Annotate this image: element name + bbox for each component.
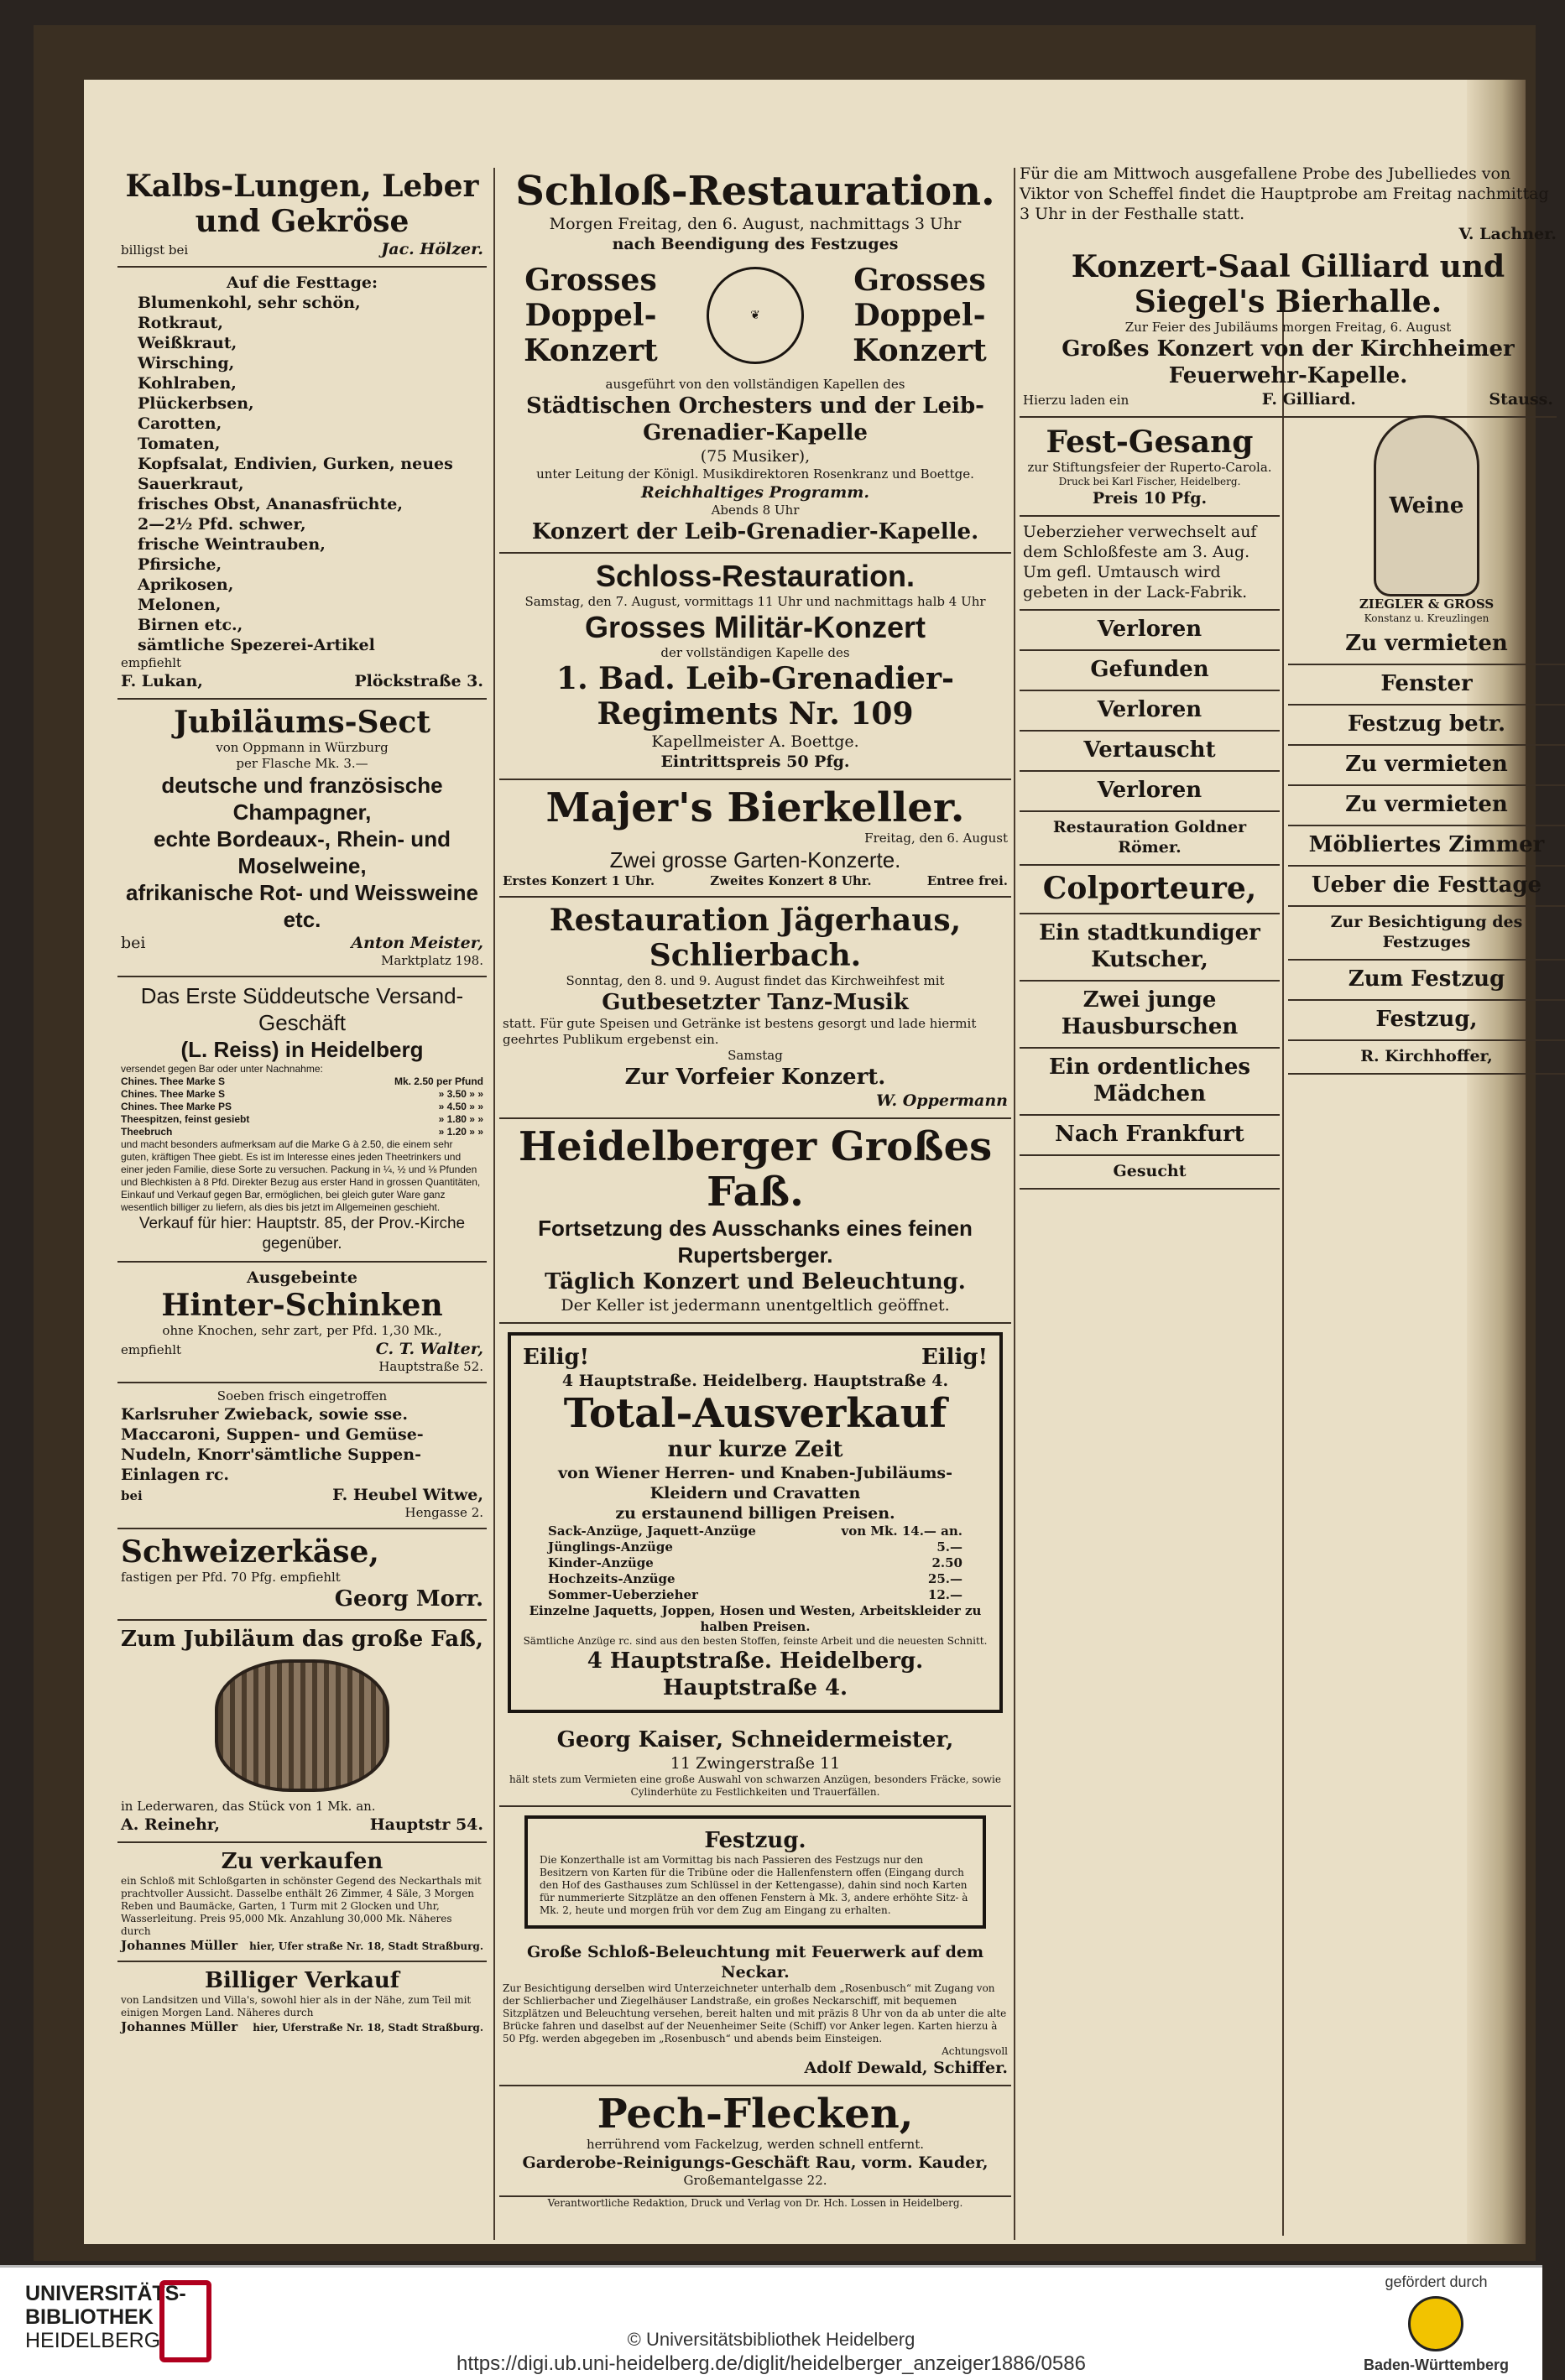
logo-text: UNIVERSITÄTS- bbox=[25, 2282, 186, 2305]
ad-name: Jac. Hölzer. bbox=[381, 240, 483, 258]
ad-title: Zu verkaufen bbox=[221, 1849, 383, 1874]
ad-title: Grosses Militär-Konzert bbox=[584, 610, 926, 644]
ad-name: C. T. Walter, bbox=[375, 1340, 483, 1358]
ad-text: Einzelne Jaquetts, Joppen, Hosen und Westen, Arbeitskleider zu halben Preisen. bbox=[529, 1603, 982, 1634]
ad-text: Soeben frisch eingetroffen bbox=[216, 1388, 388, 1404]
ad-text: Zur Besichtigung derselben wird Unterzeichneter unterhalb dem „Rosenbusch“ mit Zugang von der Schlierbacher und Ziegelhäuser Landstraße, ein großes Neckarschiff, mit bequemen Sitzplätzen und Beleuchtung versehen, bereit halten und mit präzis 8 Uhr von da ab unter die alte Brücke fahren und daselbst auf der Neuenheimer Seite (Schiff) vor Anker legen. Karten hierzu à 50 Pfg. werden abgegeben im „Rosenbusch“ und abends beim Einsteigen. bbox=[503, 1982, 1007, 2044]
column-2 bbox=[499, 164, 1011, 2210]
list-item: Carotten, bbox=[138, 414, 222, 433]
ad-text: versendet gegen Bar oder unter Nachnahme: bbox=[121, 1063, 323, 1075]
list-item: Weißkraut, bbox=[138, 334, 237, 352]
price-value: 2.50 bbox=[931, 1555, 962, 1570]
price-value: 5.— bbox=[936, 1539, 962, 1555]
ad-address: Hauptstr 54. bbox=[369, 1815, 483, 1834]
list-item: Plückerbsen, bbox=[138, 394, 254, 413]
ad-text: Täglich Konzert und Beleuchtung. bbox=[545, 1269, 966, 1294]
ad-zwieback bbox=[117, 1383, 487, 1529]
ad-festzug: Festzug, bbox=[1288, 1001, 1565, 1041]
price-value: » 4.50 » » bbox=[438, 1101, 483, 1112]
ad-schinken bbox=[117, 1263, 487, 1383]
ad-address: Plöckstraße 3. bbox=[354, 672, 483, 690]
ad-text: Garderobe-Reinigungs-Geschäft Rau, vorm. Kauder, bbox=[522, 2153, 989, 2172]
ad-text: nach Beendigung des Festzuges bbox=[612, 235, 899, 253]
ad-text: Zweites Konzert 8 Uhr. bbox=[710, 873, 872, 888]
ad-festgesang bbox=[1020, 419, 1280, 517]
ad-title: Auf die Festtage: bbox=[226, 273, 378, 292]
ad-billiger bbox=[117, 1962, 487, 2042]
ad-text: und macht besonders aufmerksam auf die Marke G à 2.50, die einem sehr guten, kräftigen Thee giebt. Es ist im Interesse eines jeden Theetrinkers und einer jeden Familie, diese Sorte zu versuchen. Packung in ¼, ½ und ⅛ Pfunden und Blechkisten à 8 Pfd. Direkter Bezug aus erster Hand in grossen Quantitäten, Einkauf und Verkauf gegen Bar, ermöglichen, bei gleich guter Ware ganz wesentlich billiger zu liefern, als dies bis jetzt im Allgemeinen geschieht. bbox=[121, 1138, 481, 1213]
price-item: Chines. Thee Marke S bbox=[121, 1075, 226, 1087]
ad-text: herrührend vom Fackelzug, werden schnell entfernt. bbox=[586, 2137, 925, 2152]
ad-text: Hierzu laden ein bbox=[1023, 393, 1129, 408]
ad-title: Das Erste Süddeutsche Versand-Geschäft bbox=[140, 983, 464, 1035]
ad-title: Restauration Jägerhaus, Schlierbach. bbox=[549, 903, 962, 973]
price-item: Jünglings-Anzüge bbox=[548, 1539, 673, 1555]
ad-text: hält stets zum Vermieten eine große Auswahl von schwarzen Anzügen, besonders Fräcke, sowie Cylinderhüte zu Festlichkeiten und Trauerfällen. bbox=[509, 1773, 1001, 1798]
ad-text: bei bbox=[121, 1488, 143, 1503]
ad-title: Majer's Bierkeller. bbox=[545, 784, 965, 831]
wine-bottle-illustration bbox=[1374, 415, 1479, 596]
price-item: Chines. Thee Marke PS bbox=[121, 1101, 232, 1112]
ad-zu-vermieten: Zu vermieten bbox=[1288, 625, 1565, 665]
ad-address: hier, Ufer straße Nr. 18, Stadt Straßburg. bbox=[249, 1940, 483, 1952]
ad-text: Zur Vorfeier Konzert. bbox=[624, 1065, 886, 1090]
ad-ueber-festtage: Ueber die Festtage bbox=[1288, 867, 1565, 907]
ad-schloss-restauration bbox=[499, 164, 1011, 554]
ad-text: Konzert der Leib-Grenadier-Kapelle. bbox=[531, 519, 979, 544]
sponsor-label: gefördert durch bbox=[1385, 2273, 1488, 2290]
ad-verkaufen bbox=[117, 1843, 487, 1962]
ad-title: Heidelberger Großes Faß. bbox=[518, 1123, 993, 1216]
ad-text: ein Schloß mit Schloßgarten in schönster Gegend des Neckarthals mit prachtvoller Aussicht. Dasselbe enthält 26 Zimmer, 4 Säle, 3 Morgen Reben und Baumäcke, Garten, 1 Turm mit 2 Glocken und Uhr, Wasserleitung. Preis 95,000 Mk. Anzahlung 30,000 Mk. Näheres durch bbox=[121, 1875, 482, 1937]
ad-text: statt. Für gute Speisen und Getränke ist bestens gesorgt und lade hiermit geehrtes Publikum ergebenst ein. bbox=[503, 1016, 977, 1047]
ad-price-list bbox=[523, 1523, 988, 1603]
price-value: Mk. 2.50 per Pfund bbox=[394, 1075, 483, 1087]
ad-title: Schloß-Restauration. bbox=[515, 168, 995, 215]
ad-text: nur kurze Zeit bbox=[667, 1437, 843, 1462]
ad-gefunden: Gefunden bbox=[1020, 651, 1280, 691]
ad-hausburschen: Zwei junge Hausburschen bbox=[1020, 982, 1280, 1049]
price-item: Theebruch bbox=[121, 1126, 173, 1138]
ad-title: Billiger Verkauf bbox=[205, 1968, 399, 1993]
notice-name: V. Lachner. bbox=[1458, 225, 1557, 243]
ad-name: Stauss. bbox=[1489, 390, 1553, 409]
logo-text: HEIDELBERG bbox=[25, 2329, 161, 2352]
ad-fenster: Fenster bbox=[1288, 665, 1565, 706]
ad-text: von Landsitzen und Villa's, sowohl hier als in der Nähe, zum Teil mit einigen Morgen Land. Näheres durch bbox=[121, 1994, 472, 2018]
ad-text: Preis 10 Pfg. bbox=[1092, 489, 1208, 508]
ad-ueberzieher: Ueberzieher verwechselt auf dem Schloßfeste am 3. Aug. Um gefl. Umtausch wird gebeten in der Lack-Fabrik. bbox=[1020, 517, 1280, 611]
price-row bbox=[548, 1523, 962, 1539]
permalink[interactable]: https://digi.ub.uni-heidelberg.de/diglit/heidelberger_anzeiger1886/0586 bbox=[456, 2352, 1086, 2375]
ad-festzug-betr: Festzug betr. bbox=[1288, 706, 1565, 746]
ad-verloren: Verloren bbox=[1020, 772, 1280, 812]
ad-text: bei bbox=[121, 934, 146, 952]
ad-text: ausgeführt von den vollständigen Kapellen des bbox=[605, 377, 905, 392]
ad-text: Druck bei Karl Fischer, Heidelberg. bbox=[1058, 476, 1241, 487]
list-item: Kopfsalat, Endivien, Gurken, neues Sauerkraut, bbox=[138, 455, 453, 493]
ad-festzug bbox=[524, 1815, 986, 1929]
price-value: von Mk. 14.— an. bbox=[841, 1523, 962, 1539]
ad-title: Jubiläums-Sect bbox=[174, 705, 430, 740]
ad-konzert-saal bbox=[1020, 244, 1557, 418]
ad-headline: Grosses Doppel- Konzert bbox=[524, 263, 658, 368]
ad-text: Eilig! bbox=[921, 1345, 988, 1370]
ad-text: Gutbesetzter Tanz-Musik bbox=[602, 990, 909, 1015]
ad-text: Samstag, den 7. August, vormittags 11 Uhr und nachmittags halb 4 Uhr bbox=[524, 594, 986, 609]
ad-besichtigung: Zur Besichtigung des Festzuges bbox=[1288, 907, 1565, 961]
ad-text: ohne Knochen, sehr zart, per Pfd. 1,30 Mk., bbox=[162, 1323, 442, 1338]
ad-fass bbox=[117, 1621, 487, 1843]
ad-name: F. Heubel Witwe, bbox=[332, 1486, 483, 1504]
sponsor-name: Baden-Württemberg bbox=[1363, 2357, 1509, 2373]
ad-verloren: Verloren bbox=[1020, 691, 1280, 732]
ad-kaiser bbox=[499, 1721, 1011, 1807]
price-item: Sack-Anzüge, Jaquett-Anzüge bbox=[548, 1523, 756, 1539]
ad-pech-flecken bbox=[499, 2086, 1011, 2197]
ad-text: Ausgebeinte bbox=[247, 1268, 357, 1287]
price-row bbox=[121, 1126, 483, 1138]
ad-headline: Grosses Doppel- Konzert bbox=[853, 263, 987, 368]
crest-icon: ❦ bbox=[707, 267, 804, 364]
ad-text: Zwei grosse Garten-Konzerte. bbox=[609, 847, 901, 872]
ad-title: Zum Jubiläum das große Faß, bbox=[121, 1627, 483, 1652]
ad-text: von Oppmann in Würzburg bbox=[216, 740, 389, 755]
ad-text: der vollständigen Kapelle des bbox=[660, 645, 850, 660]
price-row bbox=[121, 1088, 483, 1101]
list-item: Melonen, bbox=[138, 596, 222, 614]
ad-text: echte Bordeaux-, Rhein- und Moselweine, bbox=[154, 826, 451, 878]
ad-address: 4 Hauptstraße. Heidelberg. Hauptstraße 4. bbox=[587, 1648, 924, 1700]
ad-text: Samstag bbox=[728, 1048, 783, 1063]
column-3 bbox=[1020, 419, 1280, 1190]
list-item: Birnen etc., bbox=[138, 616, 243, 634]
wine-label: Weine bbox=[1389, 493, 1464, 518]
ad-list bbox=[121, 293, 483, 655]
ad-frankfurt: Nach Frankfurt bbox=[1020, 1116, 1280, 1156]
price-item: Chines. Thee Marke S bbox=[121, 1088, 226, 1100]
ad-zu-vermieten: Zu vermieten bbox=[1288, 746, 1565, 786]
list-item: frisches Obst, Ananasfrüchte, bbox=[138, 495, 403, 513]
price-value: » 3.50 » » bbox=[438, 1088, 483, 1100]
ad-colporteure: Colporteure, bbox=[1020, 866, 1280, 914]
list-item: Pfirsiche, bbox=[138, 555, 222, 574]
ad-maedchen: Ein ordentliches Mädchen bbox=[1020, 1049, 1280, 1116]
ad-text: Die Konzerthalle ist am Vormittag bis nach Passieren des Festzugs nur den Besitzern von Karten für die Tribüne oder die Hallenfenstern offen (Eingang durch den Hof des Gasthauses zum Schlüssel in der Kettengasse), dahin sind noch Karten für nummerierte Sitzplätze an den offenen Fenstern à Mk. 3, andere erhöhte Sitz- à Mk. 2, heute und morgen früh vor dem Zug am Eingang zu erhalten. bbox=[540, 1854, 968, 1916]
newspaper-page bbox=[84, 80, 1557, 2244]
ad-text: Erstes Konzert 1 Uhr. bbox=[503, 873, 655, 888]
ad-text: empfiehlt bbox=[121, 1342, 182, 1357]
price-item: Theespitzen, feinst gesiebt bbox=[121, 1113, 250, 1125]
column-4 bbox=[1288, 415, 1565, 1075]
ad-name: Johannes Müller bbox=[121, 1938, 238, 1953]
footer-bar bbox=[0, 2265, 1542, 2380]
price-row bbox=[548, 1555, 962, 1571]
ad-text: unter Leitung der Königl. Musikdirektoren Rosenkranz und Boettge. bbox=[536, 466, 974, 482]
ad-address: Marktplatz 198. bbox=[380, 953, 483, 968]
ad-text: Morgen Freitag, den 6. August, nachmittags 3 Uhr bbox=[549, 215, 962, 233]
ad-text: (75 Musiker), bbox=[700, 447, 811, 466]
list-item: 2—2½ Pfd. schwer, bbox=[138, 515, 306, 534]
price-row bbox=[121, 1101, 483, 1113]
price-item: Sommer-Ueberzieher bbox=[548, 1587, 698, 1602]
ad-title: Schweizerkäse, bbox=[121, 1534, 379, 1570]
price-row bbox=[121, 1113, 483, 1126]
list-item: Tomaten, bbox=[138, 435, 221, 453]
ad-address: 11 Zwingerstraße 11 bbox=[670, 1754, 841, 1773]
ad-title: Große Schloß-Beleuchtung mit Feuerwerk auf dem Neckar. bbox=[526, 1943, 984, 1982]
ad-text: Verkauf für hier: Hauptstr. 85, der Prov.-Kirche gegenüber. bbox=[138, 1215, 466, 1252]
ad-zu-vermieten: Zu vermieten bbox=[1288, 786, 1565, 826]
ad-text: Eintrittspreis 50 Pfg. bbox=[660, 753, 850, 771]
price-row bbox=[548, 1571, 962, 1587]
ad-title: Hinter-Schinken bbox=[161, 1288, 443, 1323]
ad-moebliertes-zimmer: Möbliertes Zimmer bbox=[1288, 826, 1565, 867]
ad-text: von Wiener Herren- und Knaben-Jubiläums-Kleidern und Cravatten bbox=[557, 1464, 953, 1502]
ad-text: Achtungsvoll bbox=[942, 2045, 1008, 2057]
ad-festtage bbox=[117, 268, 487, 700]
ad-text: 1. Bad. Leib-Grenadier-Regiments Nr. 109 bbox=[556, 661, 954, 732]
ad-name: W. Oppermann bbox=[876, 1091, 1008, 1110]
column-1 bbox=[117, 164, 487, 2042]
ad-jaegerhaus bbox=[499, 898, 1011, 1119]
ad-text: Abends 8 Uhr bbox=[711, 503, 800, 518]
ad-title: Kalbs-Lungen, Leber und Gekröse bbox=[125, 169, 479, 239]
ad-title: Fest-Gesang bbox=[1046, 424, 1254, 460]
imprint: Verantwortliche Redaktion, Druck und Verlag von Dr. Hch. Lossen in Heidelberg. bbox=[547, 2197, 963, 2209]
ad-name: A. Reinehr, bbox=[121, 1815, 221, 1834]
ad-sect bbox=[117, 700, 487, 977]
ad-text: in Lederwaren, das Stück von 1 Mk. an. bbox=[121, 1799, 376, 1814]
ad-text: empfiehlt bbox=[121, 655, 182, 670]
ad-text: Großes Konzert von der Kirchheimer Feuerwehr-Kapelle. bbox=[1062, 336, 1515, 388]
list-item: frische Weintrauben, bbox=[138, 535, 326, 554]
price-row bbox=[121, 1075, 483, 1088]
ad-text: Der Keller ist jedermann unentgeltlich geöffnet. bbox=[561, 1296, 950, 1315]
ad-title: Schloss-Restauration. bbox=[595, 559, 916, 593]
ad-title: Konzert-Saal Gilliard und Siegel's Bierhalle. bbox=[1071, 249, 1505, 320]
price-row bbox=[548, 1539, 962, 1555]
ad-name: Anton Meister, bbox=[351, 934, 483, 952]
ad-price-list bbox=[121, 1075, 483, 1138]
price-value: » 1.80 » » bbox=[438, 1113, 483, 1125]
ad-text: Kapellmeister A. Boettge. bbox=[651, 732, 859, 751]
ad-address: Hauptstraße 52. bbox=[378, 1359, 483, 1374]
ad-title: Total-Ausverkauf bbox=[563, 1390, 947, 1437]
copyright: © Universitätsbibliothek Heidelberg bbox=[627, 2329, 916, 2350]
ad-address: Hengasse 2. bbox=[404, 1505, 483, 1520]
column-rule bbox=[1014, 168, 1015, 2240]
ad-address: Konstanz u. Kreuzlingen bbox=[1364, 612, 1489, 624]
ad-subtitle: (L. Reiss) in Heidelberg bbox=[180, 1037, 424, 1062]
ad-name: Johannes Müller bbox=[121, 2019, 238, 2034]
ad-text: zur Stiftungsfeier der Ruperto-Carola. bbox=[1027, 460, 1272, 475]
ad-text: Fortsetzung des Ausschanks eines feinen Rupertsberger. bbox=[538, 1216, 973, 1268]
ad-name: ZIEGLER & GROSS bbox=[1359, 596, 1495, 612]
ad-text: afrikanische Rot- und Weissweine etc. bbox=[126, 880, 478, 932]
ad-address: Großemantelgasse 22. bbox=[683, 2173, 827, 2188]
price-item: Hochzeits-Anzüge bbox=[548, 1571, 676, 1586]
list-item: Blumenkohl, sehr schön, bbox=[138, 294, 361, 312]
notice-text: Für die am Mittwoch ausgefallene Probe des Jubelliedes von Viktor von Scheffel findet die Hauptprobe am Freitag nachmittag 3 Uhr in der Festhalle statt. bbox=[1020, 164, 1549, 223]
bw-logo[interactable] bbox=[1364, 2273, 1509, 2374]
column-3-header bbox=[1020, 164, 1557, 418]
ad-goldner-roemer: Restauration Goldner Römer. bbox=[1020, 812, 1280, 866]
price-item: Kinder-Anzüge bbox=[548, 1555, 654, 1570]
price-value: 12.— bbox=[927, 1587, 962, 1602]
ad-text: Reichhaltiges Programm. bbox=[641, 483, 869, 502]
ad-text: deutsche und französische Champagner, bbox=[161, 773, 443, 825]
ad-kalbs bbox=[117, 164, 487, 268]
ad-name: F. Lukan, bbox=[121, 672, 203, 690]
ad-text: Nudeln, Knorr'sämtliche Suppen- bbox=[121, 1445, 421, 1464]
ad-text: Einlagen rc. bbox=[121, 1466, 230, 1484]
list-item: sämtliche Spezerei-Artikel bbox=[138, 636, 375, 654]
logo-text: BIBLIOTHEK bbox=[25, 2305, 154, 2329]
ad-title: Georg Kaiser, Schneidermeister, bbox=[556, 1727, 954, 1752]
ad-kirchhoffer: R. Kirchhoffer, bbox=[1288, 1041, 1565, 1075]
ad-kutscher: Ein stadtkundiger Kutscher, bbox=[1020, 914, 1280, 982]
ad-total-ausverkauf bbox=[508, 1332, 1003, 1713]
ad-text: Zur Feier des Jubiläums morgen Freitag, 6. August bbox=[1124, 320, 1452, 335]
ad-schweizer bbox=[117, 1529, 487, 1621]
ad-grosses-fass bbox=[499, 1119, 1011, 1324]
ad-text: per Flasche Mk. 3.— bbox=[236, 756, 368, 771]
list-item: Wirsching, bbox=[138, 354, 235, 372]
ad-text: Eilig! bbox=[523, 1345, 590, 1370]
list-item: Rotkraut, bbox=[138, 314, 223, 332]
ad-title: Festzug. bbox=[704, 1828, 806, 1853]
price-value: 25.— bbox=[927, 1571, 962, 1586]
price-value: » 1.20 » » bbox=[438, 1126, 483, 1138]
ad-title: Pech-Flecken, bbox=[597, 2091, 914, 2138]
list-item: Aprikosen, bbox=[138, 575, 234, 594]
coat-of-arms-icon bbox=[1408, 2296, 1463, 2351]
ad-name: F. Gilliard. bbox=[1261, 390, 1356, 409]
ad-text: Städtischen Orchesters und der Leib-Grenadier-Kapelle bbox=[526, 393, 984, 445]
list-item: Kohlraben, bbox=[138, 374, 237, 393]
column-rule bbox=[1282, 289, 1284, 2236]
ad-text: fastigen per Pfd. 70 Pfg. empfiehlt bbox=[121, 1570, 341, 1585]
ad-text: zu erstaunend billigen Preisen. bbox=[615, 1504, 895, 1523]
ad-text: Sonntag, den 8. und 9. August findet das Kirchweihfest mit bbox=[566, 973, 945, 988]
ad-name: Adolf Dewald, Schiffer. bbox=[804, 2059, 1008, 2077]
barrel-illustration bbox=[215, 1659, 389, 1792]
ad-address: hier, Uferstraße Nr. 18, Stadt Straßburg. bbox=[253, 2022, 483, 2034]
ad-text: Entree frei. bbox=[926, 873, 1008, 888]
ad-text: Maccaroni, Suppen- und Gemüse- bbox=[121, 1425, 424, 1444]
ad-verloren: Verloren bbox=[1020, 611, 1280, 651]
ad-gesucht: Gesucht bbox=[1020, 1156, 1280, 1190]
ad-name: Georg Morr. bbox=[334, 1586, 483, 1612]
ad-address: 4 Hauptstraße. Heidelberg. Hauptstraße 4. bbox=[561, 1372, 949, 1390]
ad-schloss-beleuchtung bbox=[499, 1937, 1011, 2086]
ad-zum-festzug: Zum Festzug bbox=[1288, 961, 1565, 1001]
ad-text: Freitag, den 6. August bbox=[864, 831, 1008, 846]
divider bbox=[0, 2265, 1542, 2268]
ad-vertauscht: Vertauscht bbox=[1020, 732, 1280, 772]
ad-text: Sämtliche Anzüge rc. sind aus den besten Stoffen, feinste Arbeit und die neuesten Schnitt. bbox=[523, 1635, 988, 1647]
ad-militaer-konzert bbox=[499, 554, 1011, 780]
ad-text: Karlsruher Zwieback, sowie sse. bbox=[121, 1405, 408, 1424]
price-row bbox=[548, 1587, 962, 1603]
column-rule bbox=[493, 168, 495, 2240]
ad-versand bbox=[117, 977, 487, 1263]
ad-text: billigst bei bbox=[121, 242, 189, 258]
ad-majer bbox=[499, 780, 1011, 898]
